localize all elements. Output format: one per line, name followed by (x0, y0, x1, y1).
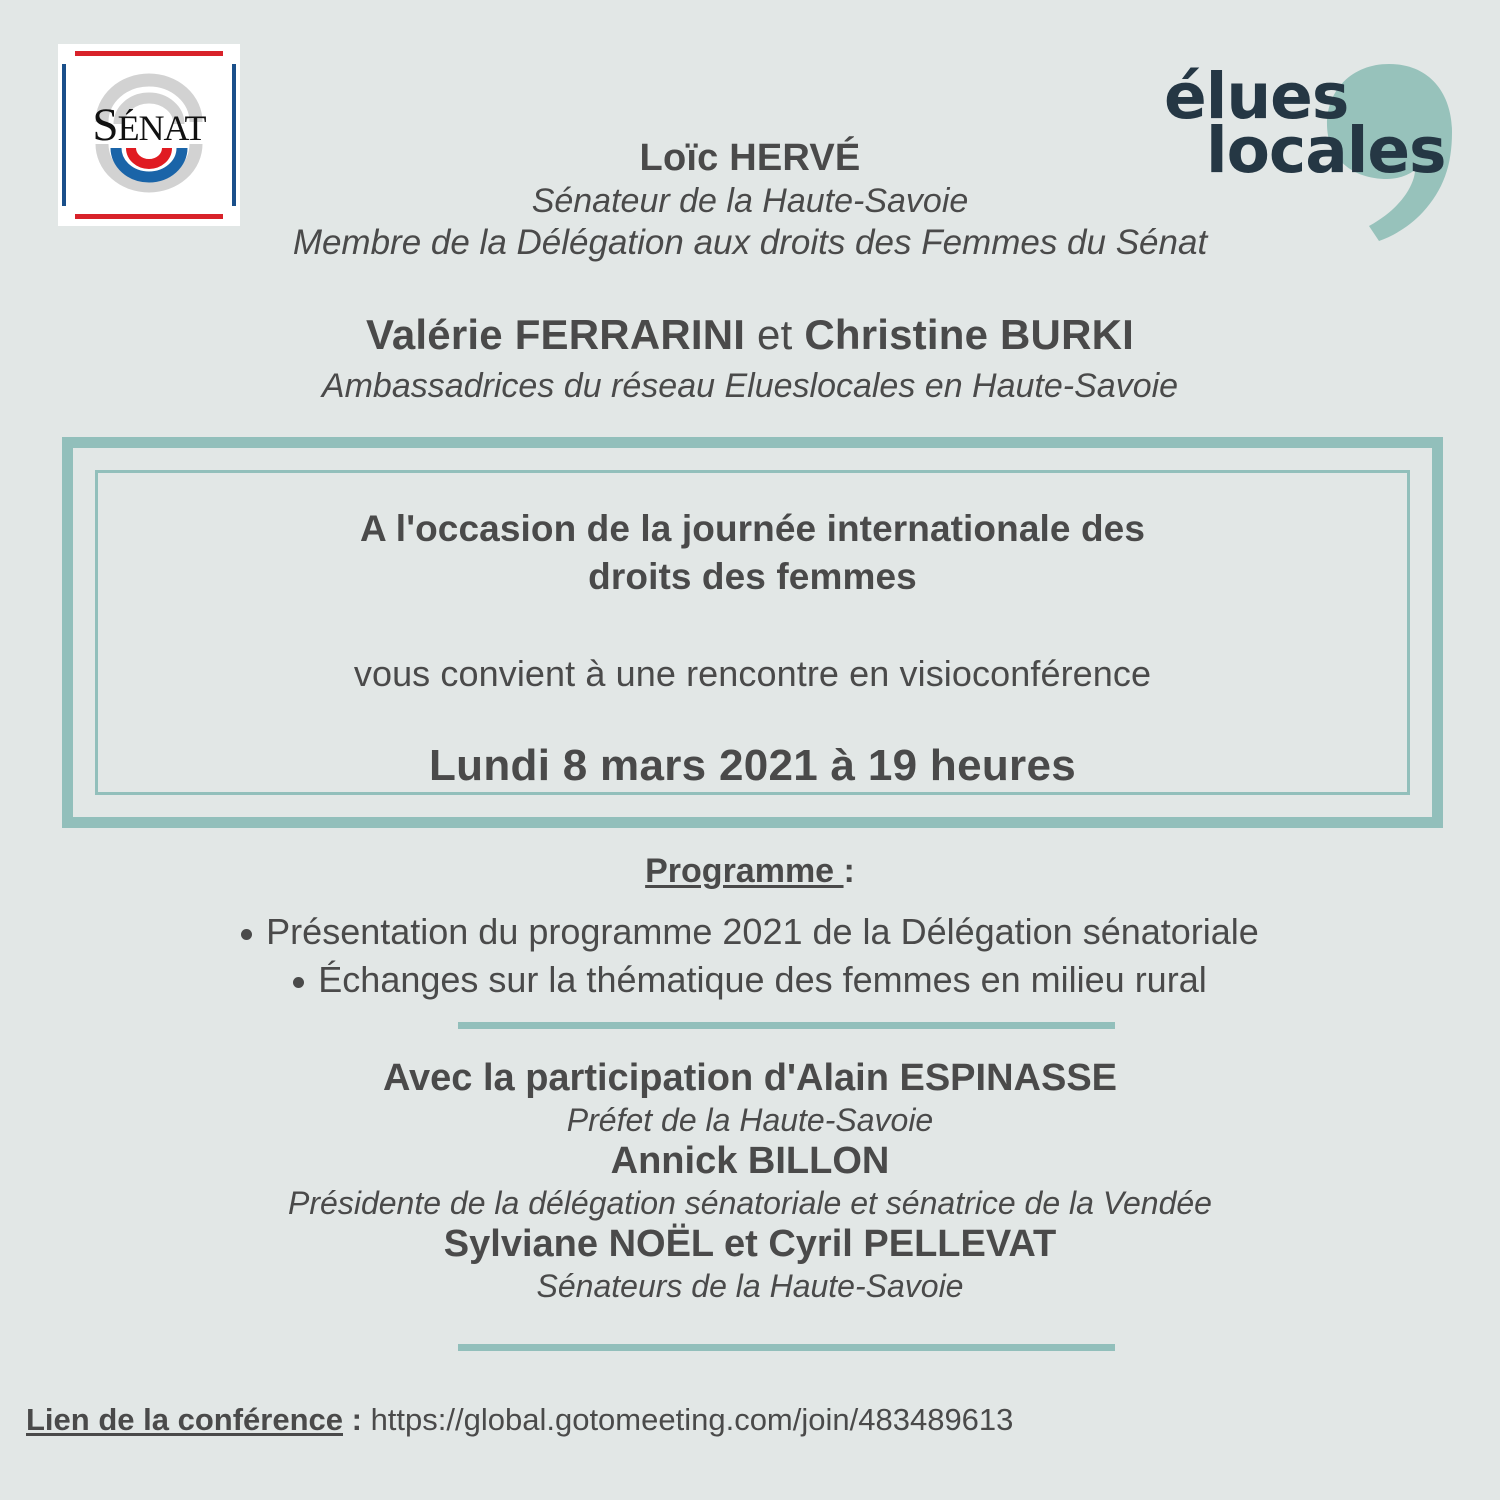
conference-link-row (26, 1402, 1013, 1438)
ambassadors-conjunction: et (745, 311, 805, 358)
participant-name-3b: Cyril PELLEVAT (768, 1223, 1057, 1266)
participant-intro-role: Préfet de la Haute-Savoie (566, 1101, 934, 1138)
participant-name-2: Annick BILLON (610, 1140, 890, 1183)
invitation-title (360, 505, 1145, 601)
participant-role-3: Sénateurs de la Haute-Savoie (536, 1268, 964, 1305)
participant-role-2: Présidente de la délégation sénatoriale et sénatrice de la Vendée (288, 1185, 1212, 1222)
list-item (0, 956, 1500, 1004)
programme-heading-label: Programme (645, 852, 844, 890)
senat-logo-wordmark-s: S (92, 99, 118, 151)
participant-name-3 (0, 1222, 1500, 1267)
elues-locales-line-2: locales (1206, 114, 1446, 188)
programme-item-text: Échanges sur la thématique des femmes en milieu rural (318, 958, 1207, 1000)
programme-heading-colon: : (843, 852, 855, 890)
list-item (0, 908, 1500, 956)
ambassadors-header (0, 310, 1500, 406)
programme-list (0, 908, 1500, 1003)
senat-logo-wordmark-rest: ÉNAT (117, 108, 206, 148)
conference-link-label-text: Lien de la conférence (26, 1402, 343, 1437)
ambassador-name-1: Valérie FERRARINI (365, 311, 746, 358)
conference-link-url[interactable]: https://global.gotomeeting.com/join/483489613 (370, 1402, 1014, 1437)
bullet-icon (293, 977, 304, 988)
senator-header (0, 136, 1500, 264)
participant-intro: Avec la participation d'Alain ESPINASSE (382, 1057, 1118, 1099)
senator-role-primary: Sénateur de la Haute-Savoie (531, 181, 969, 220)
bullet-icon (241, 929, 252, 940)
elues-locales-line-1: élues (1164, 60, 1349, 133)
invitation-date: Lundi 8 mars 2021 à 19 heures (428, 741, 1077, 791)
invitation-box (62, 437, 1443, 828)
senator-name: Loïc HERVÉ (639, 137, 861, 179)
divider-bottom (458, 1344, 1115, 1351)
participant-name-3-conjunction: et (713, 1223, 769, 1266)
ambassadors-role: Ambassadrices du réseau Elueslocales en Haute-Savoie (321, 366, 1179, 405)
programme-heading (0, 852, 1500, 891)
invitation-title-line-2: droits des femmes (588, 556, 917, 598)
ambassadors-names (0, 310, 1500, 360)
invitation-box-inner-border (95, 470, 1410, 795)
invitation-subtitle: vous convient à une rencontre en visioconférence (353, 653, 1152, 695)
conference-link-separator: : (343, 1402, 371, 1437)
programme-item-text: Présentation du programme 2021 de la Délégation sénatoriale (266, 911, 1259, 952)
conference-link-label (26, 1402, 371, 1437)
invitation-title-line-1: A l'occasion de la journée internationale des (359, 508, 1146, 549)
divider-top (458, 1022, 1115, 1029)
participant-name-3a: Sylviane NOËL (443, 1223, 714, 1266)
participants-section (0, 1056, 1500, 1306)
ambassador-name-2: Christine BURKI (804, 311, 1135, 358)
senator-role-secondary: Membre de la Délégation aux droits des Femmes du Sénat (292, 222, 1208, 262)
